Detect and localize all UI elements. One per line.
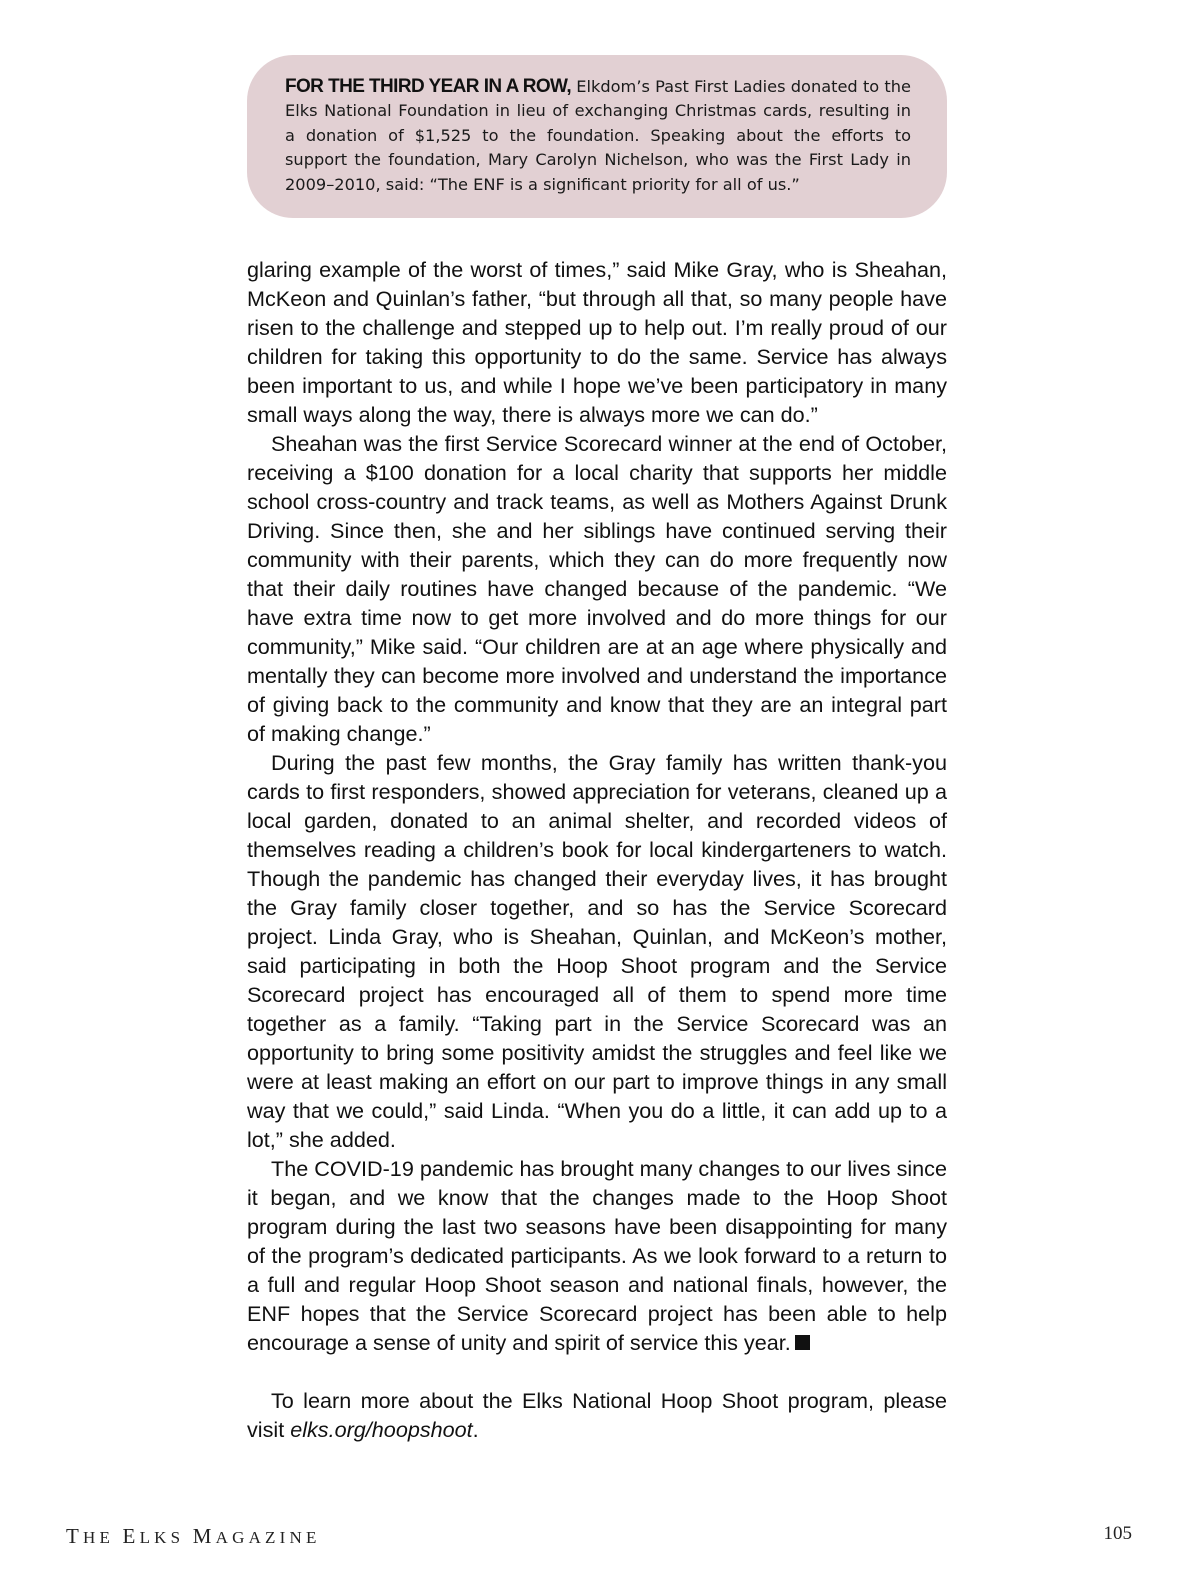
page-number: 105: [1103, 1523, 1132, 1544]
article-body: [247, 255, 947, 1444]
article-paragraph-2: Sheahan was the first Service Scorecard winner at the end of October, receiving a $100 donation for a local charity that supports her middle school cross-country and track teams, as well as Mothers Against Drunk Driving. Since then, she and her siblings have continued serving their community with their parents, which they can do more frequently now that their daily routines have changed because of the pandemic. “We have extra time now to get more involved and do more things for our community,” Mike said. “Our children are at an age where physically and mentally they can become more involved and understand the importance of giving back to the community and know that they are an integral part of making change.”: [247, 431, 947, 746]
article-paragraph-5: [247, 1386, 947, 1444]
sidebar-callout: [247, 55, 947, 218]
article-paragraph-1: glaring example of the worst of times,” said Mike Gray, who is Sheahan, McKeon and Quinlan’s father, “but through all that, so many people have risen to the challenge and stepped up to help out. I’m really proud of our children for taking this opportunity to do the same. Service has always been important to us, and while I hope we’ve been participatory in many small ways along the way, there is always more we can do.”: [247, 257, 947, 427]
learn-more-period: .: [472, 1417, 479, 1442]
article-paragraph-4: [247, 1154, 947, 1357]
learn-more-text: To learn more about the Elks National Hoop Shoot program, please visit: [247, 1388, 947, 1442]
hoopshoot-link[interactable]: elks.org/hoopshoot: [290, 1417, 473, 1442]
article-paragraph-3: During the past few months, the Gray family has written thank-you cards to first responders, showed appreciation for veterans, cleaned up a local garden, donated to an animal shelter, and recorded videos of themselves reading a children’s book for local kindergarteners to watch. Though the pandemic has changed their everyday lives, it has brought the Gray family closer together, and so has the Service Scorecard project. Linda Gray, who is Sheahan, Quinlan, and McKeon’s mother, said participating in both the Hoop Shoot program and the Service Scorecard project has encouraged all of them to spend more time together as a family. “Taking part in the Service Scorecard was an opportunity to bring some positivity amidst the struggles and feel like we were at least making an effort on our part to improve things in any small way that we could,” said Linda. “When you do a little, it can add up to a lot,” she added.: [247, 750, 947, 1152]
magazine-name: THE ELKS MAGAZINE: [66, 1524, 321, 1548]
callout-text: Elkdom’s Past First Ladies donated to the Elks National Foundation in lieu of exchanging Christmas cards, resulting in a donation of $1,525 to the foundation. Speaking about the efforts to support the foundation, Mary Carolyn Nichelson, who was the First Lady in 2009–2010, said: “The ENF is a significant priority for all of us.”: [285, 77, 911, 194]
callout-lead-in: FOR THE THIRD YEAR IN A ROW,: [285, 76, 572, 97]
article-paragraph-4-text: The COVID-19 pandemic has brought many changes to our lives since it began, and we know that the changes made to the Hoop Shoot program during the last two seasons have been disappointing for many of the program’s dedicated participants. As we look forward to a return to a full and regular Hoop Shoot season and national finals, however, the ENF hopes that the Service Scorecard project has been able to help encourage a sense of unity and spirit of service this year.: [247, 1156, 947, 1355]
end-of-article-square-icon: [795, 1335, 810, 1350]
